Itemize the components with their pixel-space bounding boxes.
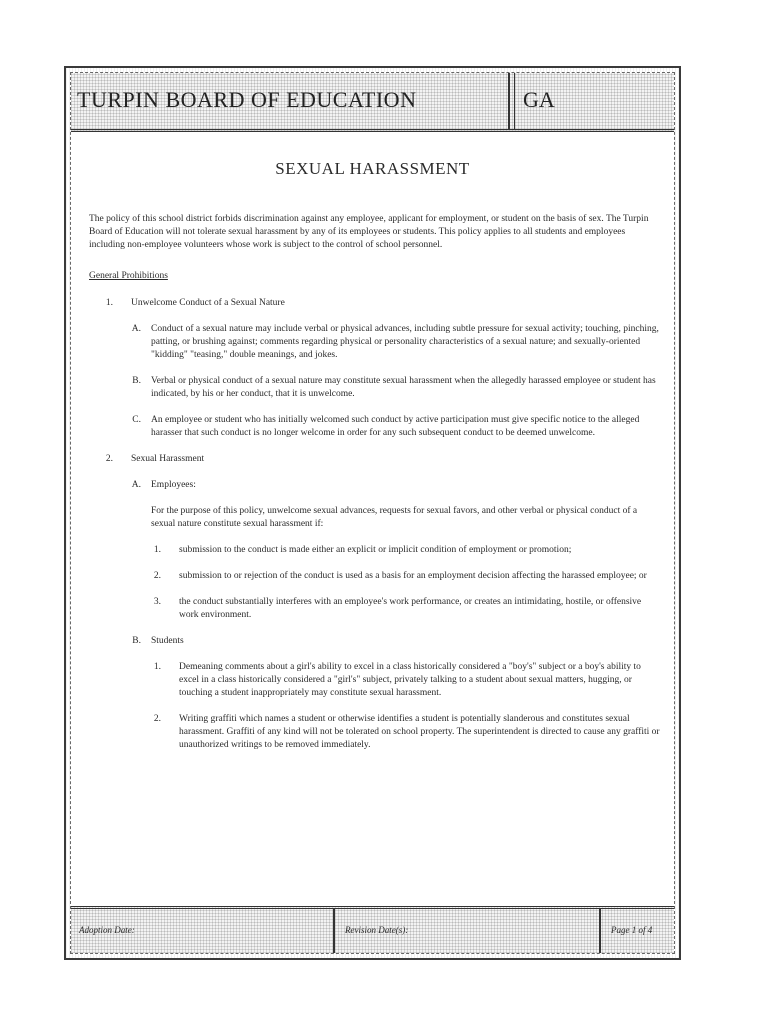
item-number: 1.	[153, 545, 161, 555]
item-text: An employee or student who has initially welcomed such conduct by active participation must give specific notice to the alleged harasser that such conduct is no longer welcome in order for any such subsequent conduct to be deemed unwelcome.	[151, 415, 640, 438]
policy-body	[89, 213, 660, 765]
item-number: A.	[131, 480, 141, 490]
list-item	[89, 453, 660, 466]
item-number: 1.	[153, 662, 161, 672]
item-number: B.	[132, 636, 141, 646]
item-number: A.	[131, 324, 141, 334]
adoption-date-label: Adoption Date:	[79, 925, 135, 935]
board-name: TURPIN BOARD OF EDUCATION	[77, 87, 417, 112]
item-number: 2.	[153, 571, 161, 581]
list-item	[89, 544, 660, 557]
item-number: 1.	[105, 298, 113, 308]
item-text: Employees:	[151, 480, 196, 490]
page-number: Page 1 of 4	[611, 925, 653, 935]
item-text: Conduct of a sexual nature may include verbal or physical advances, including subtle pressure for sexual activity; touching, pinching, patting, or brushing against; comments regarding physical or personality characteristics of a sexual nature; and sexually-oriented "kidding" "teasing," double meanings, and jokes.	[151, 324, 659, 360]
item-number: 2.	[105, 454, 113, 464]
policy-header	[71, 73, 674, 132]
item-text: Unwelcome Conduct of a Sexual Nature	[131, 298, 285, 308]
definition-paragraph: For the purpose of this policy, unwelcome sexual advances, requests for sexual favors, and other verbal or physical conduct of a sexual nature constitute sexual harassment if:	[151, 506, 638, 529]
item-number: C.	[132, 415, 141, 425]
item-text: Writing graffiti which names a student or otherwise identifies a student is potentially slanderous and constitutes sexual harassment. Graffiti of any kind will not be tolerated on school property. The superintendent is directed to cause any graffiti or unauthorized writings to be removed immediately.	[179, 714, 660, 750]
policy-footer	[71, 906, 674, 953]
list-item	[89, 297, 660, 310]
item-text: submission to or rejection of the conduct is used as a basis for an employment decision affecting the harassed employee; or	[179, 571, 647, 581]
item-text: Sexual Harassment	[131, 454, 205, 464]
list-item	[89, 596, 660, 622]
list-item	[89, 713, 660, 752]
footer-divider	[599, 909, 604, 953]
item-text: Students	[151, 636, 184, 646]
policy-title: SEXUAL HARASSMENT	[275, 159, 470, 178]
item-text: Demeaning comments about a girl's ability to excel in a class historically considered a "boy's" subject or a boy's ability to excel in a class historically considered a "girl's" subject, privately talking to a student about sexual matters, hugging, or touching a student inappropriately may constitute sexual harassment.	[179, 662, 641, 698]
list-item	[89, 661, 660, 700]
item-text: the conduct substantially interferes with an employee's work performance, or creates an intimidating, hostile, or offensive work environment.	[179, 597, 642, 620]
item-text: submission to the conduct is made either an explicit or implicit condition of employment or promotion;	[179, 545, 572, 555]
footer-divider	[333, 909, 338, 953]
header-divider	[508, 73, 515, 129]
list-item	[89, 323, 660, 362]
section-heading: General Prohibitions	[89, 271, 168, 281]
page-frame	[70, 72, 675, 954]
list-item	[89, 375, 660, 401]
document-page	[64, 66, 681, 960]
policy-code: GA	[523, 87, 555, 112]
revision-date-label: Revision Date(s):	[345, 925, 409, 935]
item-number: 3.	[153, 597, 161, 607]
list-item	[89, 479, 660, 492]
intro-paragraph: The policy of this school district forbids discrimination against any employee, applicant for employment, or student on the basis of sex. The Turpin Board of Education will not tolerate sexual harassment by any of its employees or students. This policy applies to all students and employees including non-employee volunteers whose work is subject to the control of school personnel.	[89, 214, 649, 250]
list-item	[89, 414, 660, 440]
list-item	[89, 570, 660, 583]
list-item	[89, 635, 660, 648]
item-number: 2.	[153, 714, 161, 724]
item-number: B.	[132, 376, 141, 386]
item-text: Verbal or physical conduct of a sexual nature may constitute sexual harassment when the allegedly harassed employee or student has indicated, by his or her conduct, that it is unwelcome.	[151, 376, 656, 399]
